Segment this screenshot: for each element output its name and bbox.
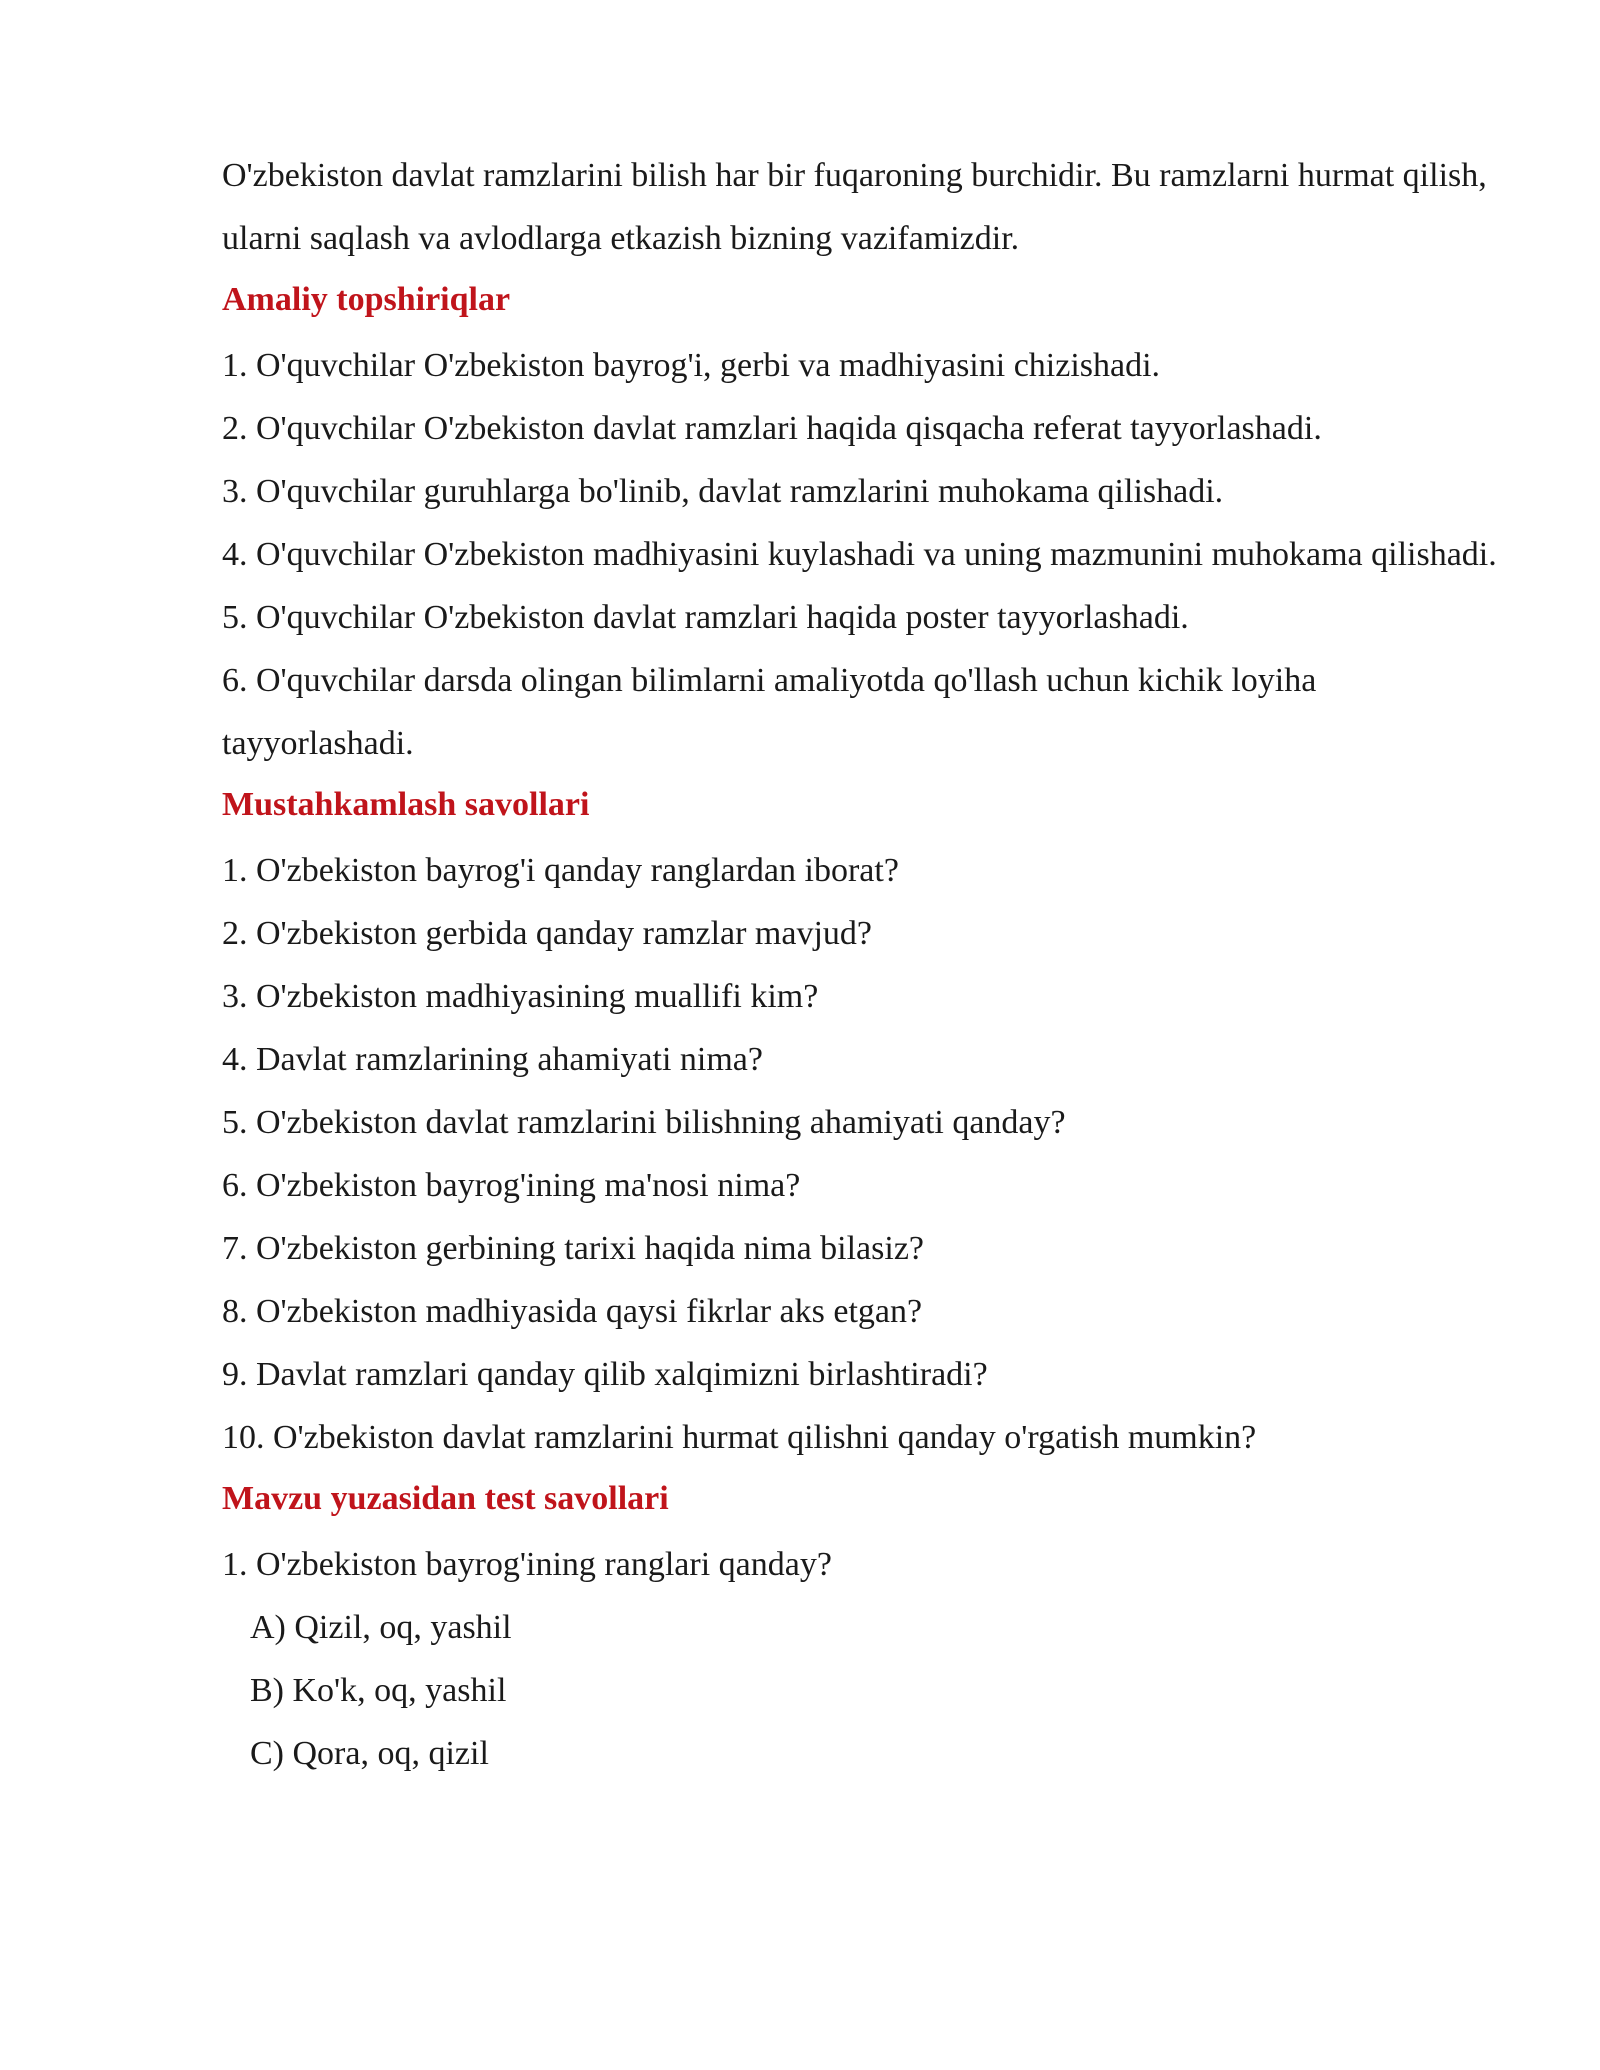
practical-tasks-list bbox=[222, 334, 1512, 775]
list-item: 3. O'quvchilar guruhlarga bo'linib, davlat ramzlarini muhokama qilishadi. bbox=[222, 473, 1224, 510]
list-item: 6. O'zbekiston bayrog'ining ma'nosi nima? bbox=[222, 1167, 801, 1204]
list-item: 1. O'zbekiston bayrog'i qanday ranglardan iborat? bbox=[222, 852, 899, 889]
list-item: 5. O'quvchilar O'zbekiston davlat ramzlari haqida poster tayyorlashadi. bbox=[222, 599, 1189, 636]
list-item: 10. O'zbekiston davlat ramzlarini hurmat qilishni qanday o'rgatish mumkin? bbox=[222, 1419, 1257, 1456]
list-item: 2. O'quvchilar O'zbekiston davlat ramzlari haqida qisqacha referat tayyorlashadi. bbox=[222, 410, 1322, 447]
list-item: 8. O'zbekiston madhiyasida qaysi fikrlar aks etgan? bbox=[222, 1293, 923, 1330]
list-item: 4. Davlat ramzlarining ahamiyati nima? bbox=[222, 1041, 763, 1078]
practical-tasks-heading: Amaliy topshiriqlar bbox=[222, 281, 511, 318]
review-questions-heading: Mustahkamlash savollari bbox=[222, 786, 590, 823]
document-page bbox=[222, 144, 1512, 1785]
list-item: 3. O'zbekiston madhiyasining muallifi kim? bbox=[222, 978, 819, 1015]
list-item: 6. O'quvchilar darsda olingan bilimlarni amaliyotda qo'llash uchun kichik loyiha tayyorlashadi. bbox=[222, 662, 1317, 762]
list-item: 7. O'zbekiston gerbining tarixi haqida nima bilasiz? bbox=[222, 1230, 924, 1267]
list-item: 1. O'quvchilar O'zbekiston bayrog'i, gerbi va madhiyasini chizishadi. bbox=[222, 347, 1161, 384]
list-item: 9. Davlat ramzlari qanday qilib xalqimizni birlashtiradi? bbox=[222, 1356, 988, 1393]
answer-option-c: C) Qora, oq, qizil bbox=[250, 1735, 489, 1772]
answer-option-a: A) Qizil, oq, yashil bbox=[250, 1609, 512, 1646]
answer-option-b: B) Ko'k, oq, yashil bbox=[250, 1672, 507, 1709]
review-questions-list bbox=[222, 839, 1512, 1469]
list-item: 2. O'zbekiston gerbida qanday ramzlar mavjud? bbox=[222, 915, 873, 952]
intro-paragraph: O'zbekiston davlat ramzlarini bilish har bir fuqaroning burchidir. Bu ramzlarni hurmat qilish, ularni saqlash va avlodlarga etkazish bizning vazifamizdir. bbox=[222, 157, 1487, 257]
list-item: 4. O'quvchilar O'zbekiston madhiyasini kuylashadi va uning mazmunini muhokama qilishadi. bbox=[222, 536, 1497, 573]
test-question: 1. O'zbekiston bayrog'ining ranglari qanday? bbox=[222, 1546, 832, 1583]
list-item: 5. O'zbekiston davlat ramzlarini bilishning ahamiyati qanday? bbox=[222, 1104, 1066, 1141]
test-questions-heading: Mavzu yuzasidan test savollari bbox=[222, 1480, 669, 1517]
